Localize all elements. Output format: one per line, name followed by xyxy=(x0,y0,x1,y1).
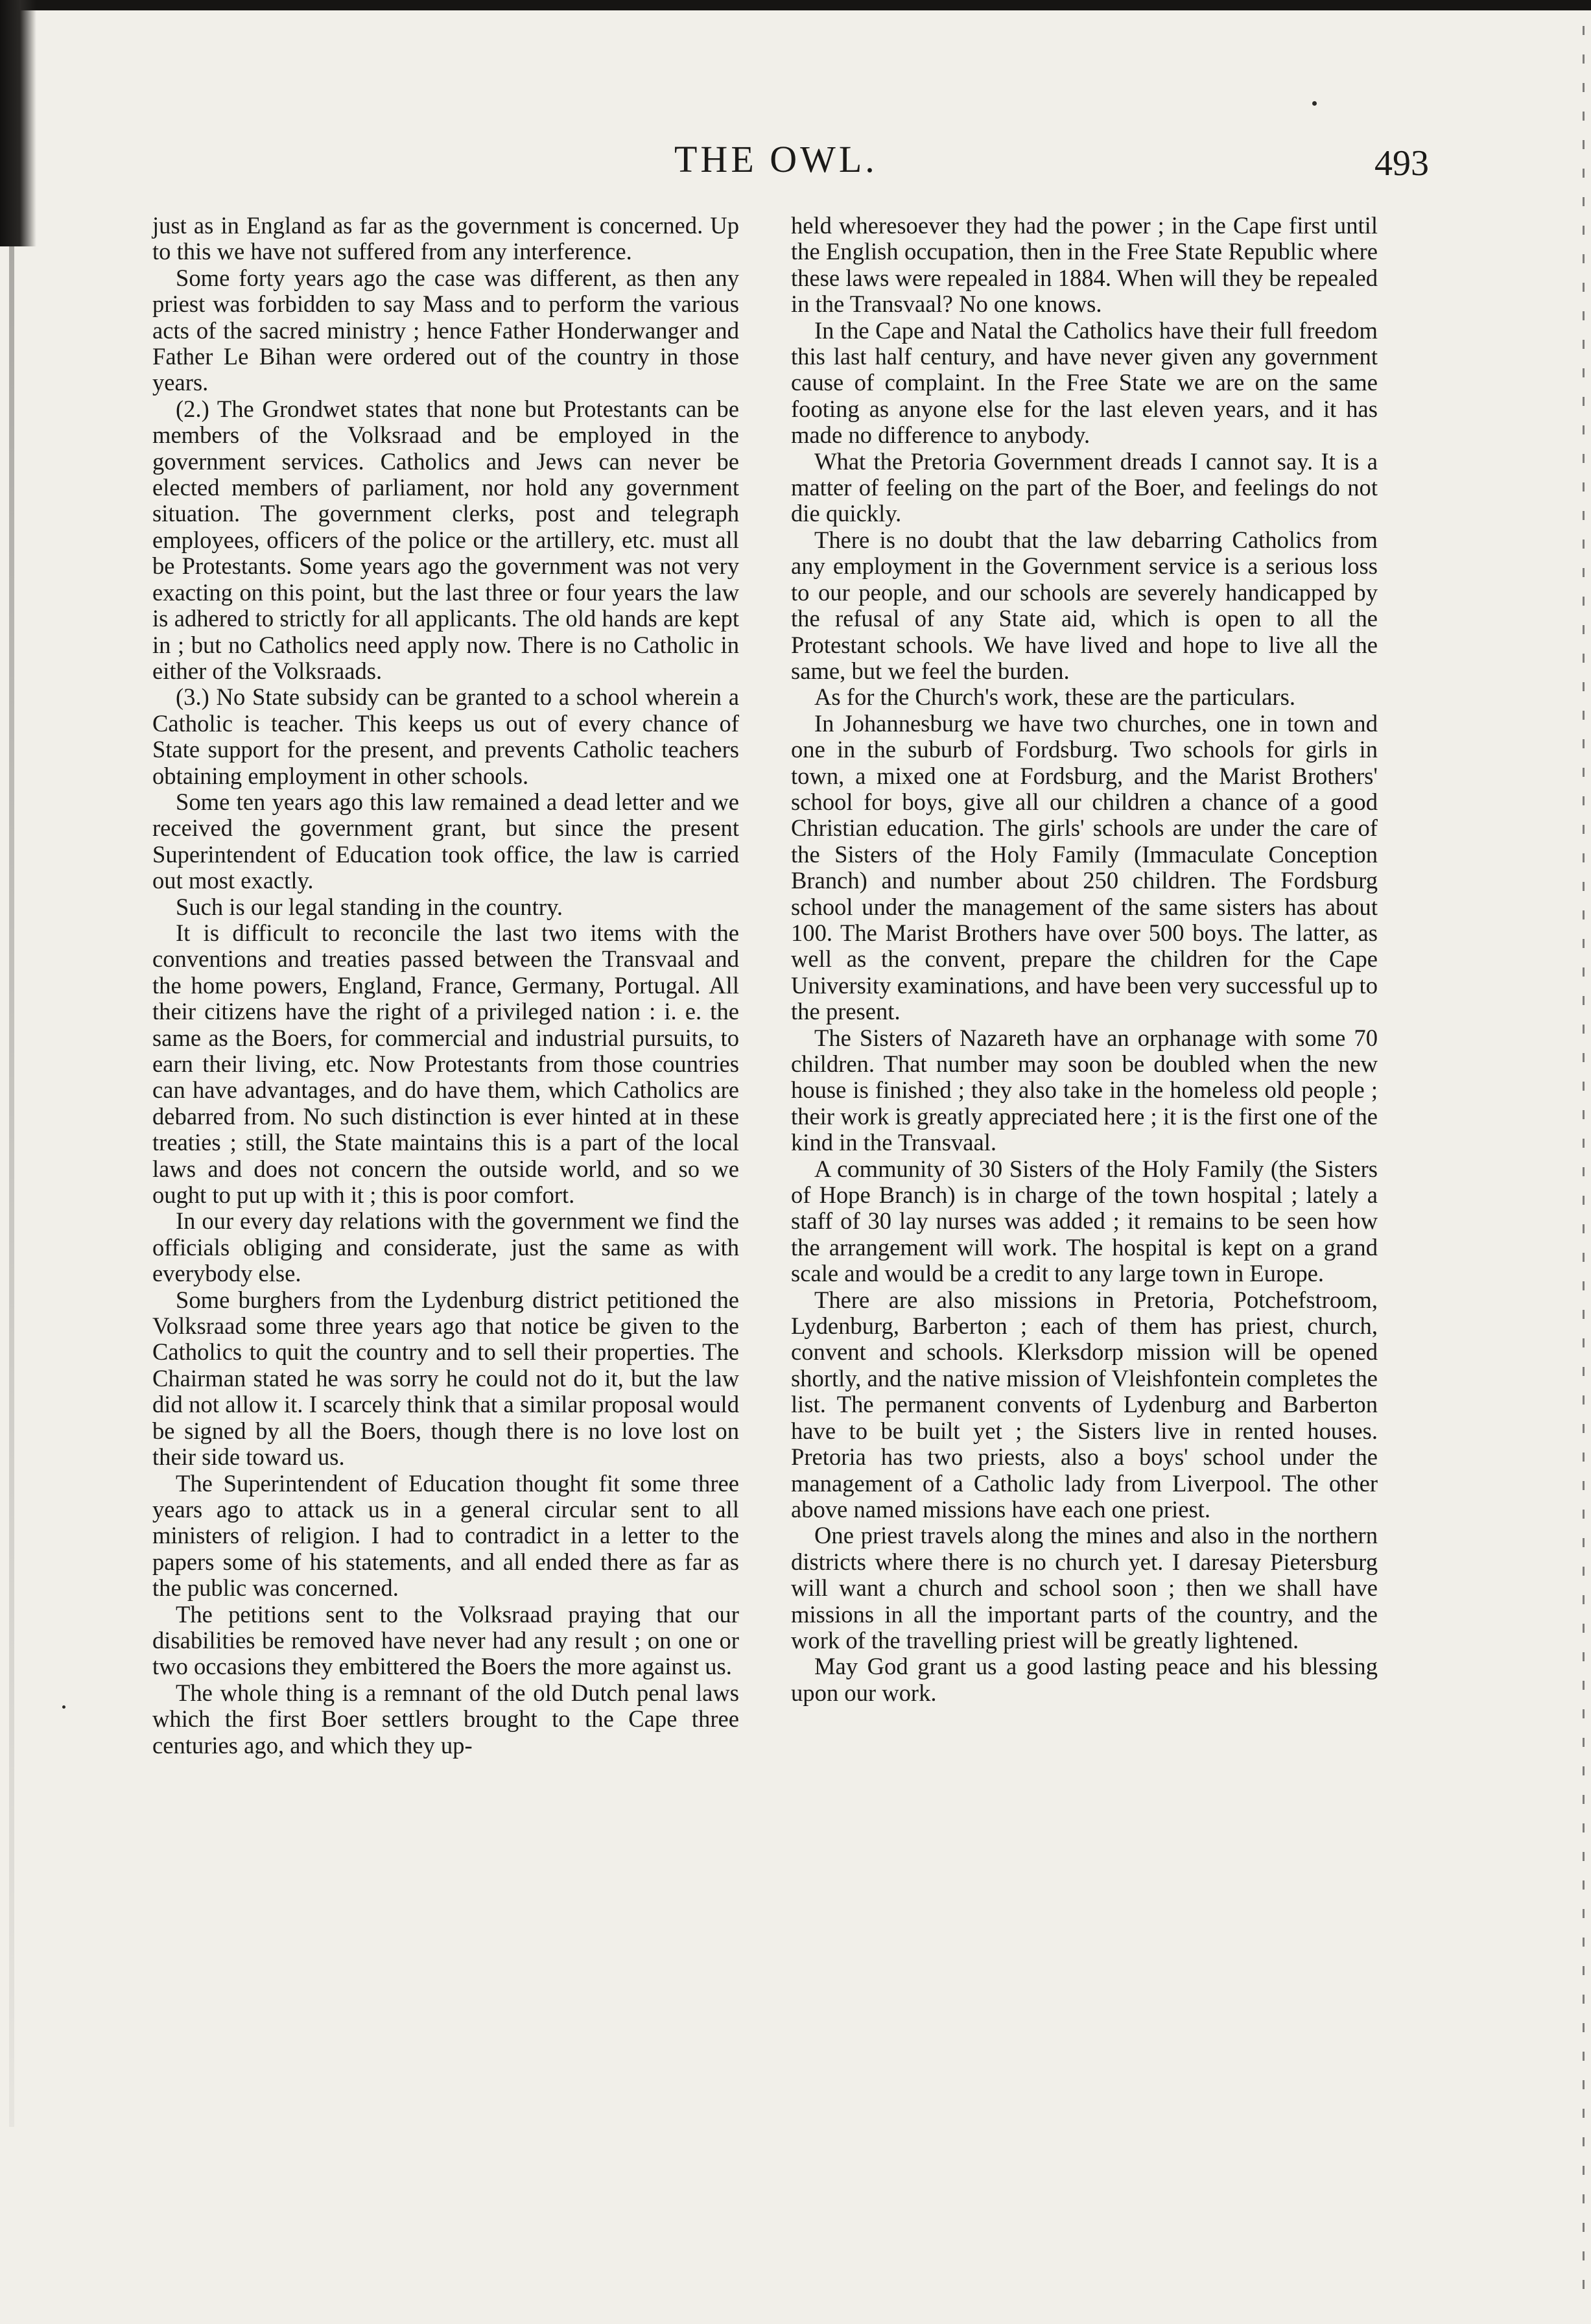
paragraph: The petitions sent to the Volksraad praying that our disabilities be removed have never had any result ; on one or two occasions they embittered the Boers the more against us. xyxy=(152,1600,739,1680)
paragraph: The whole thing is a remnant of the old Dutch penal laws which the first Boer settlers brought to the Cape three centuries ago, and which they up- xyxy=(152,1679,739,1759)
binding-shadow xyxy=(0,0,36,246)
print-speck xyxy=(62,1705,65,1709)
paragraph: held wheresoever they had the power ; in the Cape first until the English occupation, then in the Free State Republic where these laws were repealed in 1884. When will they be repealed in the Transvaal? No one knows. xyxy=(791,212,1378,318)
right-column xyxy=(791,213,1378,1706)
paragraph: Some forty years ago the case was different, as then any priest was forbidden to say Mass and to perform the various acts of the sacred ministry ; hence Father Honderwanger and Father Le Bihan were ordered out of the country in those years. xyxy=(152,264,739,396)
paragraph: The Sisters of Nazareth have an orphanage with some 70 children. That number may soon be doubled when the new house is finished ; they also take in the homeless old people ; their work is greatly appreciated here ; it is the first one of the kind in the Transvaal. xyxy=(791,1024,1378,1156)
running-head xyxy=(0,134,1591,185)
paragraph: May God grant us a good lasting peace and his blessing upon our work. xyxy=(791,1653,1378,1706)
paragraph: The Superintendent of Education thought fit some three years ago to attack us in a general circular sent to all ministers of religion. I had to contradict in a letter to the papers some of his statements, and all ended there as far as the public was concerned. xyxy=(152,1469,739,1602)
paragraph: Such is our legal standing in the country. xyxy=(176,893,563,920)
paragraph: (3.) No State subsidy can be granted to a school wherein a Catholic is teacher. This keeps us out of every chance of State support for the present, and prevents Catholic teachers obtaining employment in other schools. xyxy=(152,683,739,789)
paragraph: Some ten years ago this law remained a dead letter and we received the government grant, but since the present Superintendent of Education took office, the law is carried out most exactly. xyxy=(152,788,739,894)
paragraph: In Johannesburg we have two churches, one in town and one in the suburb of Fordsburg. Two schools for girls in town, a mixed one at Fordsburg, and the Marist Brothers' school for boys, give all our children a chance of a good Christian education. The girls' schools are under the care of the Sisters of the Holy Family (Immaculate Conception Branch) and number about 250 children. The Fordsburg school under the management of the same sisters has about 100. The Marist Brothers have over 500 boys. The latter, as well as the convent, prepare the children for the Cape University examinations, and have been very successful up to the present. xyxy=(791,709,1378,1025)
paragraph: There is no doubt that the law debarring Catholics from any employment in the Government service is a serious loss to our people, and our schools are severely handicapped by the refusal of any State aid, which is open to all the Protestant schools. We have lived and hope to live all the same, but we feel the burden. xyxy=(791,526,1378,684)
page-title: THE OWL. xyxy=(674,138,878,180)
paragraph: In our every day relations with the government we find the officials obliging and considerate, just the same as with everybody else. xyxy=(152,1207,739,1287)
left-column xyxy=(152,213,739,1759)
page-edge-marks xyxy=(1583,26,1585,2295)
paragraph: One priest travels along the mines and also in the northern districts where there is no church yet. I daresay Pietersburg will want a church and school soon ; then we shall have missions in all the important parts of the country, and the work of the travelling priest will be greatly lightened. xyxy=(791,1522,1378,1654)
paragraph: A community of 30 Sisters of the Holy Family (the Sisters of Hope Branch) is in charge of the town hospital ; lately a staff of 30 lay nurses was added ; it remains to be seen how the arrangement will work. The hospital is kept on a grand scale and would be a credit to any large town in Europe. xyxy=(791,1155,1378,1287)
paragraph: It is difficult to reconcile the last two items with the conventions and treaties passed between the Transvaal and the home powers, England, France, Germany, Portugal. All their citizens have the right of a privileged nation : i. e. the same as the Boers, for commercial and industrial pursuits, to earn their living, etc. Now Protestants from those countries can have advantages, and do have them, which Catholics are debarred from. No such distinction is ever hinted at in these treaties ; still, the State maintains this is a part of the local laws and does not concern the outside world, and so we ought to put up with it ; this is poor comfort. xyxy=(152,919,739,1209)
paragraph: As for the Church's work, these are the particulars. xyxy=(814,683,1295,711)
paragraph: What the Pretoria Government dreads I cannot say. It is a matter of feeling on the part of the Boer, and feelings do not die quickly. xyxy=(791,447,1378,527)
page-number: 493 xyxy=(1374,143,1429,184)
paragraph: just as in England as far as the government is concerned. Up to this we have not suffered from any interference. xyxy=(152,212,739,265)
paragraph: (2.) The Grondwet states that none but Protestants can be members of the Volksraad and be employed in the government services. Catholics and Jews can never be elected members of parliament, nor hold any government situation. The government clerks, post and telegraph employees, officers of the police or the artillery, etc. must all be Protestants. Some years ago the government was not very exacting on this point, but the last three or four years the law is adhered to strictly for all applicants. The old hands are kept in ; but no Catholics need apply now. There is no Catholic in either of the Volksraads. xyxy=(152,395,739,684)
binding-edge xyxy=(9,246,14,2127)
paragraph: There are also missions in Pretoria, Potchefstroom, Lydenburg, Barberton ; each of them has priest, church, convent and schools. Klerksdorp mission will be opened shortly, and the native mission of Vleishfontein completes the list. The permanent convents of Lydenburg and Barberton have to be built yet ; the Sisters live in rented houses. Pretoria has two priests, also a boys' school under the management of a Catholic lady from Liverpool. The other above named missions have each one priest. xyxy=(791,1286,1378,1523)
paragraph: In the Cape and Natal the Catholics have their full freedom this last half century, and have never given any government cause of complaint. In the Free State we are on the same footing as anyone else for the last eleven years, and it has made no difference to anybody. xyxy=(791,316,1378,449)
paragraph: Some burghers from the Lydenburg district petitioned the Volksraad some three years ago that notice be given to the Catholics to quit the country and to sell their properties. The Chairman stated he was sorry he could not do it, but the law did not allow it. I scarcely think that a similar proposal would be signed by all the Boers, though there is no love lost on their side toward us. xyxy=(152,1286,739,1471)
print-speck xyxy=(1312,101,1317,106)
top-border-rule xyxy=(0,0,1591,10)
